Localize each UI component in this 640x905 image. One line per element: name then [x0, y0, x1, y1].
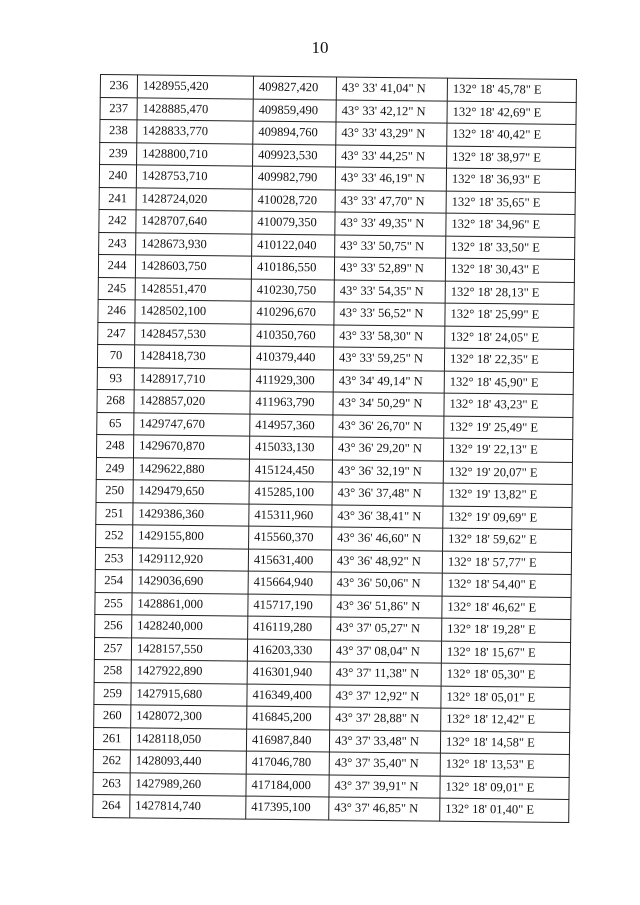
point-number-cell: 251 [96, 502, 133, 525]
longitude-cell: 132° 18' 59,62" E [443, 528, 572, 552]
y-coordinate-cell: 409859,490 [253, 99, 336, 122]
longitude-cell: 132° 18' 24,05" E [445, 326, 574, 350]
y-coordinate-cell: 415560,370 [249, 526, 332, 549]
longitude-cell: 132° 18' 05,01" E [441, 686, 570, 710]
point-number-cell: 262 [93, 749, 130, 772]
page-number: 10 [311, 38, 329, 57]
point-number-cell: 252 [96, 524, 133, 547]
latitude-cell: 43° 34' 50,29" N [333, 392, 444, 416]
y-coordinate-cell: 416203,330 [247, 639, 330, 662]
latitude-cell: 43° 37' 35,40" N [329, 752, 440, 776]
point-number-cell: 245 [98, 277, 135, 300]
x-coordinate-cell: 1429670,870 [133, 435, 249, 459]
y-coordinate-cell: 409982,790 [252, 166, 335, 189]
y-coordinate-cell: 411963,790 [250, 391, 333, 414]
x-coordinate-cell: 1428724,020 [136, 187, 252, 211]
latitude-cell: 43° 33' 52,89" N [334, 257, 445, 281]
longitude-cell: 132° 18' 25,99" E [445, 303, 574, 327]
y-coordinate-cell: 415033,130 [249, 436, 332, 459]
longitude-cell: 132° 19' 13,82" E [443, 483, 572, 507]
x-coordinate-cell: 1428157,550 [131, 637, 247, 661]
x-coordinate-cell: 1428707,640 [136, 210, 252, 234]
point-number-cell: 248 [96, 434, 133, 457]
longitude-cell: 132° 18' 22,35" E [444, 348, 573, 372]
latitude-cell: 43° 37' 33,48" N [329, 729, 440, 753]
x-coordinate-cell: 1428861,000 [132, 592, 248, 616]
latitude-cell: 43° 33' 49,35" N [335, 212, 446, 236]
point-number-cell: 250 [96, 479, 133, 502]
latitude-cell: 43° 37' 12,92" N [330, 684, 441, 708]
point-number-cell: 254 [95, 569, 132, 592]
longitude-cell: 132° 18' 14,58" E [440, 731, 569, 755]
longitude-cell: 132° 18' 45,78" E [447, 78, 576, 102]
longitude-cell: 132° 18' 09,01" E [440, 776, 569, 800]
y-coordinate-cell: 410379,440 [250, 346, 333, 369]
y-coordinate-cell: 417395,100 [246, 796, 329, 819]
y-coordinate-cell: 415124,450 [249, 459, 332, 482]
point-number-cell: 260 [94, 704, 131, 727]
longitude-cell: 132° 18' 33,50" E [446, 236, 575, 260]
y-coordinate-cell: 409827,420 [253, 76, 336, 99]
latitude-cell: 43° 33' 47,70" N [335, 189, 446, 213]
point-number-cell: 257 [94, 637, 131, 660]
x-coordinate-cell: 1428885,470 [137, 97, 253, 121]
longitude-cell: 132° 18' 15,67" E [441, 641, 570, 665]
longitude-cell: 132° 18' 05,30" E [441, 663, 570, 687]
point-number-cell: 256 [95, 614, 132, 637]
table-row [93, 794, 569, 821]
latitude-cell: 43° 33' 59,25" N [333, 347, 444, 371]
point-number-cell: 70 [97, 344, 134, 367]
point-number-cell: 263 [93, 772, 130, 795]
longitude-cell: 132° 19' 20,07" E [443, 461, 572, 485]
y-coordinate-cell: 410079,350 [252, 211, 335, 234]
y-coordinate-cell: 409923,530 [253, 144, 336, 167]
y-coordinate-cell: 415631,400 [248, 549, 331, 572]
latitude-cell: 43° 37' 39,91" N [329, 774, 440, 798]
point-number-cell: 258 [94, 659, 131, 682]
point-number-cell: 249 [96, 457, 133, 480]
point-number-cell: 247 [98, 322, 135, 345]
point-number-cell: 259 [94, 682, 131, 705]
latitude-cell: 43° 33' 42,12" N [336, 99, 447, 123]
x-coordinate-cell: 1428603,750 [135, 255, 251, 279]
longitude-cell: 132° 18' 43,23" E [444, 393, 573, 417]
latitude-cell: 43° 33' 50,75" N [335, 234, 446, 258]
latitude-cell: 43° 33' 44,25" N [336, 144, 447, 168]
x-coordinate-cell: 1428502,100 [135, 300, 251, 324]
longitude-cell: 132° 19' 22,13" E [443, 438, 572, 462]
latitude-cell: 43° 36' 26,70" N [333, 414, 444, 438]
y-coordinate-cell: 411929,300 [250, 369, 333, 392]
longitude-cell: 132° 18' 34,96" E [446, 213, 575, 237]
y-coordinate-cell: 410122,040 [252, 234, 335, 257]
latitude-cell: 43° 37' 05,27" N [331, 617, 442, 641]
y-coordinate-cell: 415664,940 [248, 571, 331, 594]
longitude-cell: 132° 18' 01,40" E [440, 798, 569, 822]
latitude-cell: 43° 33' 56,52" N [334, 302, 445, 326]
x-coordinate-cell: 1428917,710 [134, 367, 250, 391]
x-coordinate-cell: 1428800,710 [137, 142, 253, 166]
longitude-cell: 132° 18' 45,90" E [444, 371, 573, 395]
point-number-cell: 237 [100, 97, 137, 120]
latitude-cell: 43° 37' 28,88" N [330, 707, 441, 731]
x-coordinate-cell: 1429112,920 [132, 547, 248, 571]
y-coordinate-cell: 415717,190 [248, 594, 331, 617]
latitude-cell: 43° 37' 08,04" N [330, 639, 441, 663]
y-coordinate-cell: 410186,550 [251, 256, 334, 279]
point-number-cell: 246 [98, 299, 135, 322]
longitude-cell: 132° 19' 09,69" E [443, 506, 572, 530]
x-coordinate-cell: 1428072,300 [131, 705, 247, 729]
y-coordinate-cell: 409894,760 [253, 121, 336, 144]
longitude-cell: 132° 18' 19,28" E [442, 618, 571, 642]
x-coordinate-cell: 1428833,770 [137, 120, 253, 144]
point-number-cell: 236 [100, 75, 137, 98]
y-coordinate-cell: 417184,000 [246, 774, 329, 797]
longitude-cell: 132° 18' 54,40" E [442, 573, 571, 597]
point-number-cell: 244 [98, 254, 135, 277]
point-number-cell: 65 [97, 412, 134, 435]
point-number-cell: 243 [99, 232, 136, 255]
coordinates-table-body [93, 75, 577, 822]
point-number-cell: 238 [100, 120, 137, 143]
y-coordinate-cell: 416845,200 [247, 706, 330, 729]
point-number-cell: 240 [99, 165, 136, 188]
y-coordinate-cell: 410028,720 [252, 189, 335, 212]
y-coordinate-cell: 416301,940 [247, 661, 330, 684]
y-coordinate-cell: 415311,960 [249, 504, 332, 527]
latitude-cell: 43° 36' 29,20" N [332, 437, 443, 461]
x-coordinate-cell: 1429747,670 [134, 412, 250, 436]
y-coordinate-cell: 416349,400 [247, 684, 330, 707]
x-coordinate-cell: 1428955,420 [137, 75, 253, 99]
x-coordinate-cell: 1429479,650 [133, 480, 249, 504]
longitude-cell: 132° 18' 12,42" E [441, 708, 570, 732]
x-coordinate-cell: 1428093,440 [130, 750, 246, 774]
latitude-cell: 43° 36' 50,06" N [331, 572, 442, 596]
y-coordinate-cell: 410296,670 [251, 301, 334, 324]
latitude-cell: 43° 36' 46,60" N [332, 527, 443, 551]
x-coordinate-cell: 1428118,050 [130, 727, 246, 751]
x-coordinate-cell: 1428240,000 [132, 615, 248, 639]
x-coordinate-cell: 1429155,800 [133, 525, 249, 549]
point-number-cell: 93 [97, 367, 134, 390]
x-coordinate-cell: 1428457,530 [135, 322, 251, 346]
longitude-cell: 132° 18' 42,69" E [447, 101, 576, 125]
latitude-cell: 43° 37' 46,85" N [329, 797, 440, 821]
x-coordinate-cell: 1428551,470 [135, 277, 251, 301]
longitude-cell: 132° 18' 40,42" E [447, 123, 576, 147]
latitude-cell: 43° 33' 46,19" N [335, 167, 446, 191]
point-number-cell: 268 [97, 389, 134, 412]
latitude-cell: 43° 33' 43,29" N [336, 122, 447, 146]
longitude-cell: 132° 18' 30,43" E [445, 258, 574, 282]
y-coordinate-cell: 414957,360 [250, 414, 333, 437]
longitude-cell: 132° 18' 46,62" E [442, 596, 571, 620]
latitude-cell: 43° 33' 41,04" N [336, 77, 447, 101]
longitude-cell: 132° 18' 28,13" E [445, 281, 574, 305]
point-number-cell: 239 [100, 142, 137, 165]
y-coordinate-cell: 416987,840 [246, 729, 329, 752]
point-number-cell: 241 [99, 187, 136, 210]
x-coordinate-cell: 1429036,690 [132, 570, 248, 594]
coordinates-table-wrap [92, 74, 577, 822]
longitude-cell: 132° 19' 25,49" E [444, 416, 573, 440]
longitude-cell: 132° 18' 35,65" E [446, 191, 575, 215]
longitude-cell: 132° 18' 57,77" E [442, 551, 571, 575]
x-coordinate-cell: 1428673,930 [136, 232, 252, 256]
longitude-cell: 132° 18' 36,93" E [446, 168, 575, 192]
x-coordinate-cell: 1429386,360 [133, 502, 249, 526]
y-coordinate-cell: 410350,760 [251, 324, 334, 347]
x-coordinate-cell: 1428857,020 [134, 390, 250, 414]
point-number-cell: 253 [95, 547, 132, 570]
point-number-cell: 255 [95, 592, 132, 615]
latitude-cell: 43° 36' 32,19" N [332, 459, 443, 483]
y-coordinate-cell: 410230,750 [251, 279, 334, 302]
longitude-cell: 132° 18' 38,97" E [447, 146, 576, 170]
latitude-cell: 43° 33' 54,35" N [334, 279, 445, 303]
point-number-cell: 242 [99, 209, 136, 232]
x-coordinate-cell: 1428753,710 [136, 165, 252, 189]
y-coordinate-cell: 415285,100 [249, 481, 332, 504]
latitude-cell: 43° 34' 49,14" N [333, 369, 444, 393]
x-coordinate-cell: 1427915,680 [131, 682, 247, 706]
latitude-cell: 43° 36' 37,48" N [332, 482, 443, 506]
x-coordinate-cell: 1427922,890 [131, 660, 247, 684]
y-coordinate-cell: 417046,780 [246, 751, 329, 774]
coordinates-table [92, 74, 577, 822]
latitude-cell: 43° 36' 38,41" N [332, 504, 443, 528]
x-coordinate-cell: 1429622,880 [133, 457, 249, 481]
x-coordinate-cell: 1427989,260 [130, 772, 246, 796]
latitude-cell: 43° 33' 58,30" N [334, 324, 445, 348]
latitude-cell: 43° 36' 51,86" N [331, 594, 442, 618]
y-coordinate-cell: 416119,280 [248, 616, 331, 639]
x-coordinate-cell: 1427814,740 [130, 795, 246, 819]
longitude-cell: 132° 18' 13,53" E [440, 753, 569, 777]
point-number-cell: 264 [93, 794, 130, 817]
latitude-cell: 43° 37' 11,38" N [330, 662, 441, 686]
latitude-cell: 43° 36' 48,92" N [331, 549, 442, 573]
point-number-cell: 261 [93, 727, 130, 750]
x-coordinate-cell: 1428418,730 [134, 345, 250, 369]
